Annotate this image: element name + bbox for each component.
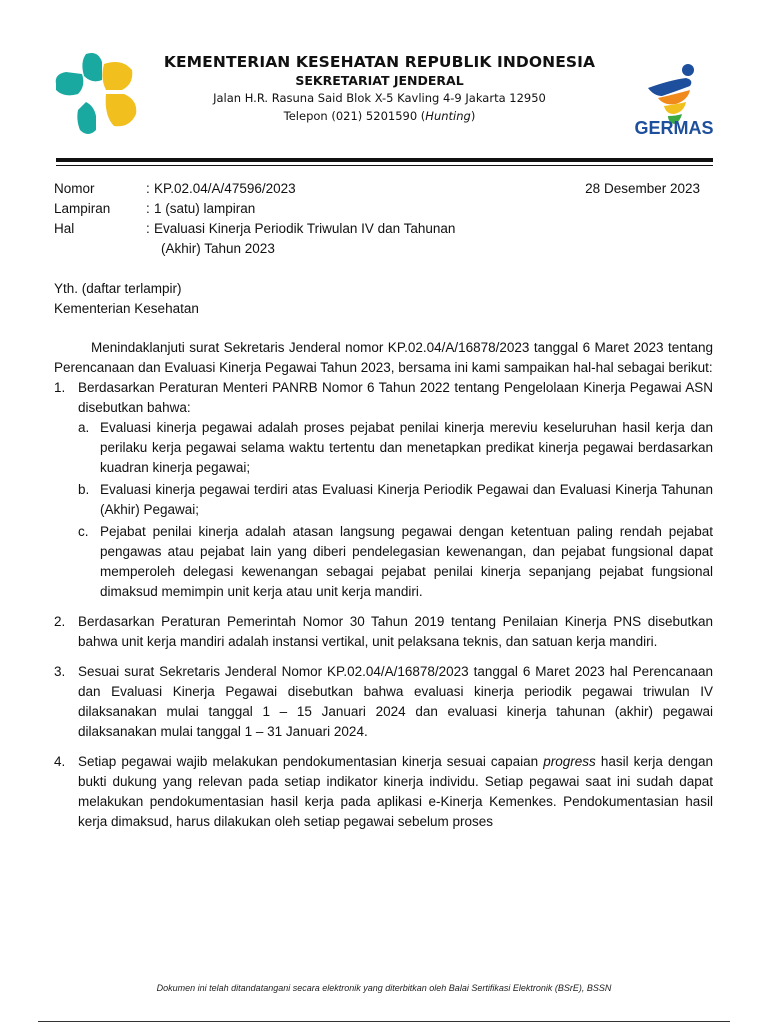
- sub-item-c: c. Pejabat penilai kinerja adalah atasan langsung pegawai dengan ketentuan paling rendah pejabat pengawas atau pejabat lain yang diberi pendelegasian kewenangan, dan pejabat fungsional dapat memperoleh delegasi kewenangan sebagai pejabat penilai kinerja sepanjang pejabat fungsional dimaksud memimpin unit kerja atau unit kerja mandiri.: [78, 524, 713, 599]
- letter-body: [54, 338, 713, 832]
- letter-number: KP.02.04/A/47596/2023: [154, 181, 296, 196]
- phone-suffix: ): [470, 109, 476, 123]
- letterhead: [142, 52, 617, 125]
- sub-item-a: a. Evaluasi kinerja pegawai adalah proses pejabat penilai kinerja mereviu keseluruhan hasil kerja dan perilaku kerja pegawai selama waktu tertentu dan menetapkan predikat kinerja pegawai berdasarkan kuadran kinerja pegawai;: [78, 420, 713, 475]
- list-item-1: 1. Berdasarkan Peraturan Menteri PANRB Nomor 6 Tahun 2022 tentang Pengelolaan Kinerja Pegawai ASN disebutkan bahwa: a. Evaluasi kinerja pegawai adalah proses pejabat penilai kinerja mereviu keseluruhan hasil kerja dan perilaku kerja pegawai selama waktu tertentu dan menetapkan predikat kinerja pegawai berdasarkan kuadran kinerja pegawai; b. Evaluasi kinerja pegawai terdiri atas Evaluasi Kinerja Periodik Pegawai dan Evaluasi Kinerja Tahunan (Akhir) Pegawai; c. Pejabat penilai kinerja adalah atasan langsung pegawai dengan ketentuan paling rendah pejabat pengawas atau pejabat lain yang diberi pendelegasian kewenangan, dan pejabat fungsional dapat memperoleh delegasi kewenangan sebagai pejabat penilai kinerja sepanjang pejabat fungsional dimaksud memimpin unit kerja atau unit kerja mandiri.: [54, 378, 713, 602]
- meta-hal: Hal : Evaluasi Kinerja Periodik Triwulan IV dan Tahunan (Akhir) Tahun 2023: [54, 219, 714, 259]
- list-item-2: 2. Berdasarkan Peraturan Pemerintah Nomor 30 Tahun 2019 tentang Penilaian Kinerja PNS disebutkan bahwa unit kerja mandiri adalah instansi vertikal, unit pelaksana teknis, dan satuan kerja mandiri.: [54, 614, 713, 649]
- ministry-logo-icon: [52, 50, 144, 138]
- letter-meta: [54, 179, 714, 259]
- intro-paragraph: Menindaklanjuti surat Sekretaris Jenderal nomor KP.02.04/A/16878/2023 tanggal 6 Maret 2023 tentang Perencanaan dan Evaluasi Kinerja Pegawai Tahun 2023, bersama ini kami sampaikan hal-hal sebagai berikut:: [54, 340, 713, 375]
- footer-rule: [38, 1021, 730, 1022]
- list-item-3: 3. Sesuai surat Sekretaris Jenderal Nomor KP.02.04/A/16878/2023 tanggal 6 Maret 2023 hal Perencanaan dan Evaluasi Kinerja Pegawai disebutkan bahwa evaluasi kinerja periodik pegawai triwulan IV dilaksanakan mulai tanggal 1 – 15 Januari 2024 dan evaluasi kinerja tahunan (akhir) pegawai dilaksanakan mulai tanggal 1 – 31 Januari 2024.: [54, 664, 713, 739]
- header-rule-thick: [56, 158, 713, 162]
- addressee: [54, 279, 199, 319]
- sub-item-b: b. Evaluasi kinerja pegawai terdiri atas Evaluasi Kinerja Periodik Pegawai dan Evaluasi Kinerja Tahunan (Akhir) Pegawai;: [78, 482, 713, 517]
- addressee-line-2: Kementerian Kesehatan: [54, 301, 199, 316]
- item-1-text: Berdasarkan Peraturan Menteri PANRB Nomor 6 Tahun 2022 tentang Pengelolaan Kinerja Pegawai ASN disebutkan bahwa:: [78, 380, 713, 415]
- phone-prefix: Telepon (021) 5201590 (: [283, 109, 426, 123]
- germas-logo-text: GERMAS: [634, 118, 714, 138]
- subject: Evaluasi Kinerja Periodik Triwulan IV dan Tahunan (Akhir) Tahun 2023: [154, 221, 456, 256]
- phone: [142, 107, 617, 125]
- meta-lampiran: Lampiran : 1 (satu) lampiran: [54, 199, 714, 219]
- attachment-count: 1 (satu) lampiran: [154, 201, 256, 216]
- letter-date: 28 Desember 2023: [585, 181, 700, 196]
- unit-name: SEKRETARIAT JENDERAL: [295, 73, 464, 88]
- phone-hunting: Hunting: [425, 109, 471, 123]
- e-signature-note: Dokumen ini telah ditandatangani secara elektronik yang diterbitkan oleh Balai Sertifikasi Elektronik (BSrE), BSSN: [156, 983, 612, 993]
- list-item-4: 4. Setiap pegawai wajib melakukan pendokumentasian kinerja sesuai capaian progress hasil kerja dengan bukti dukung yang relevan pada setiap indikator kinerja individu. Setiap pegawai saat ini sudah dapat melakukan pendokumentasian hasil kerja pada aplikasi e-Kinerja Kemenkes. Pendokumentasian hasil kerja dimaksud, harus dilakukan oleh setiap pegawai sebelum proses: [54, 754, 714, 829]
- addressee-line-1: Yth. (daftar terlampir): [54, 281, 182, 296]
- ministry-name: KEMENTERIAN KESEHATAN REPUBLIK INDONESIA: [163, 53, 596, 71]
- address: Jalan H.R. Rasuna Said Blok X-5 Kavling 4-9 Jakarta 12950: [213, 91, 546, 105]
- header-rule-thin: [56, 165, 713, 166]
- meta-nomor: Nomor : KP.02.04/A/47596/2023: [54, 179, 714, 199]
